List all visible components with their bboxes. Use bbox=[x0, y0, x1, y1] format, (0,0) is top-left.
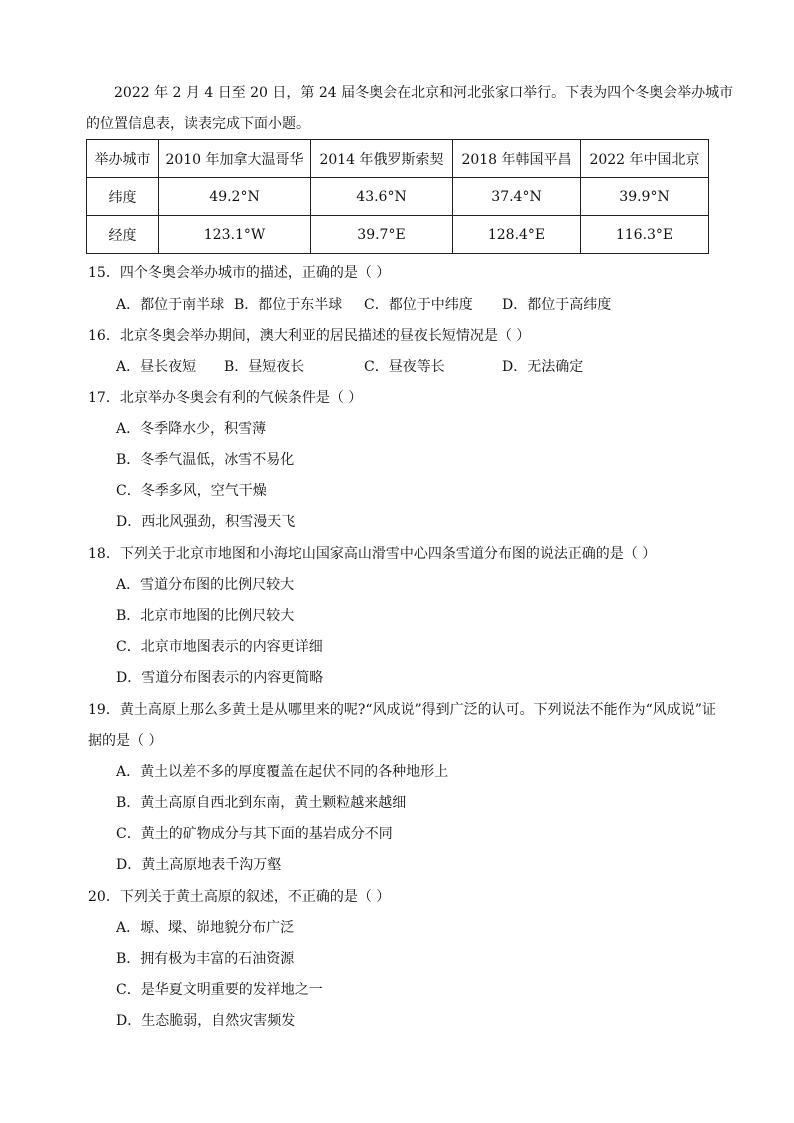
option-a[interactable]: A．塬、墚、峁地貌分布广泛 bbox=[116, 920, 295, 936]
table-header-cell: 举办城市 bbox=[87, 140, 159, 178]
option-b[interactable]: B．昼短夜长 bbox=[224, 359, 305, 375]
table-cell: 116.3°E bbox=[581, 216, 709, 254]
option-c[interactable]: C．都位于中纬度 bbox=[364, 297, 473, 313]
option-d[interactable]: D．生态脆弱，自然灾害频发 bbox=[116, 1013, 296, 1029]
question-16-stem: 16．北京冬奥会举办期间，澳大利亚的居民描述的昼夜长短情况是（ ） bbox=[88, 328, 531, 344]
option-c[interactable]: C．北京市地图表示的内容更详细 bbox=[116, 639, 323, 655]
option-a[interactable]: A．冬季降水少，积雪薄 bbox=[116, 421, 267, 437]
table-row bbox=[87, 178, 709, 216]
table-cell: 49.2°N bbox=[159, 178, 311, 216]
table-cell: 经度 bbox=[87, 216, 159, 254]
table-cell: 43.6°N bbox=[311, 178, 453, 216]
option-b[interactable]: B．北京市地图的比例尺较大 bbox=[116, 608, 295, 624]
table-cell: 纬度 bbox=[87, 178, 159, 216]
table-cell: 128.4°E bbox=[453, 216, 581, 254]
option-b[interactable]: B．冬季气温低，冰雪不易化 bbox=[116, 452, 295, 468]
table-header-cell: 2018 年韩国平昌 bbox=[453, 140, 581, 178]
option-d[interactable]: D．都位于高纬度 bbox=[502, 297, 612, 313]
option-c[interactable]: C．是华夏文明重要的发祥地之一 bbox=[116, 982, 323, 998]
option-d[interactable]: D．雪道分布图表示的内容更简略 bbox=[116, 670, 324, 686]
option-a[interactable]: A．昼长夜短 bbox=[116, 359, 197, 375]
option-b[interactable]: B．都位于东半球 bbox=[234, 297, 343, 313]
question-17-stem: 17．北京举办冬奥会有利的气候条件是（ ） bbox=[88, 390, 363, 406]
option-c[interactable]: C．冬季多风，空气干燥 bbox=[116, 483, 267, 499]
table-cell: 39.9°N bbox=[581, 178, 709, 216]
intro-line-1: 2022 年 2 月 4 日至 20 日，第 24 届冬奥会在北京和河北张家口举行。下表为四个冬奥会举办城市 bbox=[114, 85, 734, 101]
table-header-cell: 2022 年中国北京 bbox=[581, 140, 709, 178]
city-location-table bbox=[86, 139, 709, 254]
table-cell: 37.4°N bbox=[453, 178, 581, 216]
question-20-stem: 20．下列关于黄土高原的叙述，不正确的是（ ） bbox=[88, 889, 391, 905]
option-a[interactable]: A．都位于南半球 bbox=[116, 297, 225, 313]
option-a[interactable]: A．雪道分布图的比例尺较大 bbox=[116, 577, 295, 593]
option-c[interactable]: C．黄土的矿物成分与其下面的基岩成分不同 bbox=[116, 826, 393, 842]
question-19-stem-line-2: 据的是（ ） bbox=[88, 733, 163, 749]
table-header-row bbox=[87, 140, 709, 178]
question-16-options bbox=[116, 356, 676, 376]
option-d[interactable]: D．黄土高原地表千沟万壑 bbox=[116, 857, 282, 873]
table-cell: 123.1°W bbox=[159, 216, 311, 254]
question-18-stem: 18．下列关于北京市地图和小海坨山国家高山滑雪中心四条雪道分布图的说法正确的是（ ） bbox=[88, 546, 657, 562]
option-d[interactable]: D．西北风强劲，积雪漫天飞 bbox=[116, 514, 296, 530]
option-b[interactable]: B．拥有极为丰富的石油资源 bbox=[116, 951, 295, 967]
question-15-options bbox=[116, 294, 676, 314]
table-header-cell: 2010 年加拿大温哥华 bbox=[159, 140, 311, 178]
question-15-stem: 15．四个冬奥会举办城市的描述，正确的是（ ） bbox=[88, 265, 391, 281]
table-cell: 39.7°E bbox=[311, 216, 453, 254]
question-19-stem-line-1: 19．黄土高原上那么多黄土是从哪里来的呢?“风成说”得到广泛的认可。下列说法不能作为“风成说”证 bbox=[88, 702, 716, 718]
table-row bbox=[87, 216, 709, 254]
option-b[interactable]: B．黄土高原自西北到东南，黄土颗粒越来越细 bbox=[116, 795, 407, 811]
option-a[interactable]: A．黄土以差不多的厚度覆盖在起伏不同的各种地形上 bbox=[116, 764, 449, 780]
option-c[interactable]: C．昼夜等长 bbox=[364, 359, 445, 375]
option-d[interactable]: D．无法确定 bbox=[502, 359, 584, 375]
intro-line-2: 的位置信息表，读表完成下面小题。 bbox=[86, 116, 310, 132]
table-header-cell: 2014 年俄罗斯索契 bbox=[311, 140, 453, 178]
